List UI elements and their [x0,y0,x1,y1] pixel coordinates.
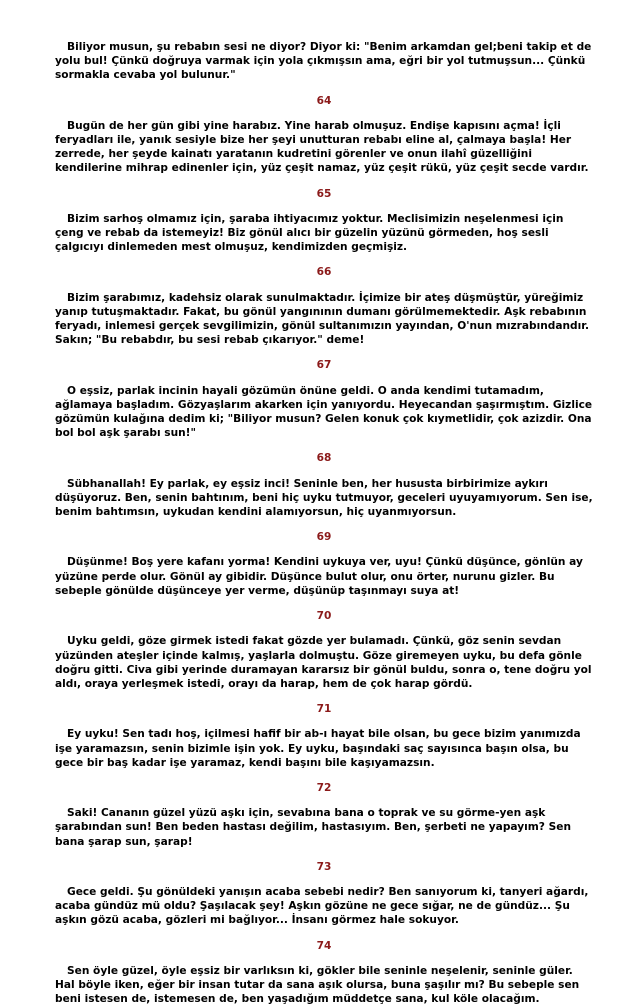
section-paragraph: Bugün de her gün gibi yine harabız. Yine harab olmuşuz. Endişe kapısını açma! İçli feryadları ile, yanık sesiyle bize her şeyi unutturan rebabı eline al, çalmaya başla! Her zerrede, her şeyde kainatı yaratanın kudretini görenler ve onun ilahî güzelliğini kendilerine mihrap edinenler için, yüz çeşit namaz, yüz çeşit rükü, yüz çeşit secde vardır. [55,119,589,175]
section-number: 64 [316,94,332,107]
section-paragraph: Uyku geldi, göze girmek istedi fakat gözde yer bulamadı. Çünkü, göz senin sevdan yüzünden ateşler içinde kalmış, yaşlarla dolmuştu. Göze giremeyen uyku, bu defa gönle doğru gitti. Civa gibi yerinde duramayan kararsız bir gönül buldu, sonra o, tene doğru yol aldı, oraya yerleşmek istedi, orayı da harap, hem de çok harap gördü. [55,635,592,690]
section-number: 65 [316,187,332,200]
intro-paragraph: Biliyor musun, şu rebabın sesi ne diyor? Diyor ki: "Benim arkamdan gel;beni takip et de yolu bul! Çünkü doğruya varmak için yola çıkmışsın ama, eğri bir yol tutmuşsun... Çünkü sormakla cevaba yol bulunur." [55,41,592,82]
section-paragraph: Saki! Cananın güzel yüzü aşkı için, sevabına bana o toprak ve su görme-yen aşk şarabından sun! Ben beden hastası değilim, hastasıyım. Ben, şerbeti ne yapayım? Sen bana şarap sun, şarap! [55,807,571,848]
section-paragraph: Gece geldi. Şu gönüldeki yanışın acaba sebebi nedir? Ben sanıyorum ki, tanyeri ağardı, acaba gündüz mü oldu? Şaşılacak şey! Aşkın gözüne ne gece sığar, ne de gündüz... Şu aşkın gözü acaba, gözleri mi bağlıyor... İnsanı görmez hale sokuyor. [55,885,589,927]
section-number: 72 [316,781,332,794]
section-number: 70 [316,610,332,623]
section-paragraph: Bizim şarabımız, kadehsiz olarak sunulmaktadır. İçimize bir ateş düşmüştür, yüreğimiz yanıp tutuşmaktadır. Fakat, bu gönül yangınının dumanı görülmemektedir. Aşk rebabının feryadı, inlemesi gerçek sevgilimizin, gönül sultanımızın yayından, O'nun mızrabındandır. Sakın; "Bu rebabdır, bu sesi rebab çıkarıyor." deme! [55,291,589,347]
section-number: 68 [316,452,332,465]
section-paragraph: Sen öyle güzel, öyle eşsiz bir varlıksın ki, gökler bile seninle neşelenir, seninle güler. Hal böyle iken, eğer bir insan tutar da sana aşık olursa, buna şaşılır mı? Bu sebeple sen beni istesen de, istemesen de, ben yaşadığım müddetçe sana, kul köle olacağım. [55,964,580,1006]
section-paragraph: Sübhanallah! Ey parlak, ey eşsiz inci! Seninle ben, her hususta birbirimize aykırı düşüyoruz. Ben, senin bahtınım, beni hiç uyku tutmuyor, geceleri uyuyamıyorum. Sen ise, benim bahtımsın, uykudan kendini alamıyorsun, hiç uyanmıyorsun. [55,477,593,519]
section-paragraph: Bizim sarhoş olmamız için, şaraba ihtiyacımız yoktur. Meclisimizin neşelenmesi için çeng ve rebab da istemeyiz! Biz gönül alıcı bir güzelin yüzünü görmeden, hoş sesli çalgıcıyı dinlemeden mest olmuşuz, kendimizden geçmişiz. [55,212,564,254]
section-paragraph: Ey uyku! Sen tadı hoş, içilmesi hafif bir ab-ı hayat bile olsan, bu gece bizim yanımızda işe yaramazsın, senin bizimle işin yok. Ey uyku, başındaki saç sayısınca başın olsa, bu gece bir baş kadar işe yaramaz, kendi başını bile kaşıyamazsın. [55,728,581,769]
section-number: 73 [316,860,332,873]
section-number: 67 [316,359,332,372]
section-number: 71 [316,703,332,716]
section-number: 66 [316,266,332,279]
section-paragraph: Düşünme! Boş yere kafanı yorma! Kendini uykuya ver, uyu! Çünkü düşünce, gönlün ay yüzüne perde olur. Gönül ay gibidir. Düşünce bulut olur, onu örter, nurunu gizler. Bu sebeple gönülde düşünceye yer verme, düşünüp taşınmayı suya at! [55,556,583,597]
section-paragraph: O eşsiz, parlak incinin hayali gözümün önüne geldi. O anda kendimi tutamadım, ağlamaya başladım. Gözyaşlarım akarken için yanıyordu. Heyecandan şaşırmıştım. Gizlice gözümün kulağına dedim ki; "Biliyor musun? Gelen konuk çok kıymetlidir, çok azizdir. Ona bol bol aşk şarabı sun!" [55,384,593,440]
section-number: 74 [316,939,332,952]
document-page [55,40,593,1006]
section-number: 69 [316,531,332,544]
